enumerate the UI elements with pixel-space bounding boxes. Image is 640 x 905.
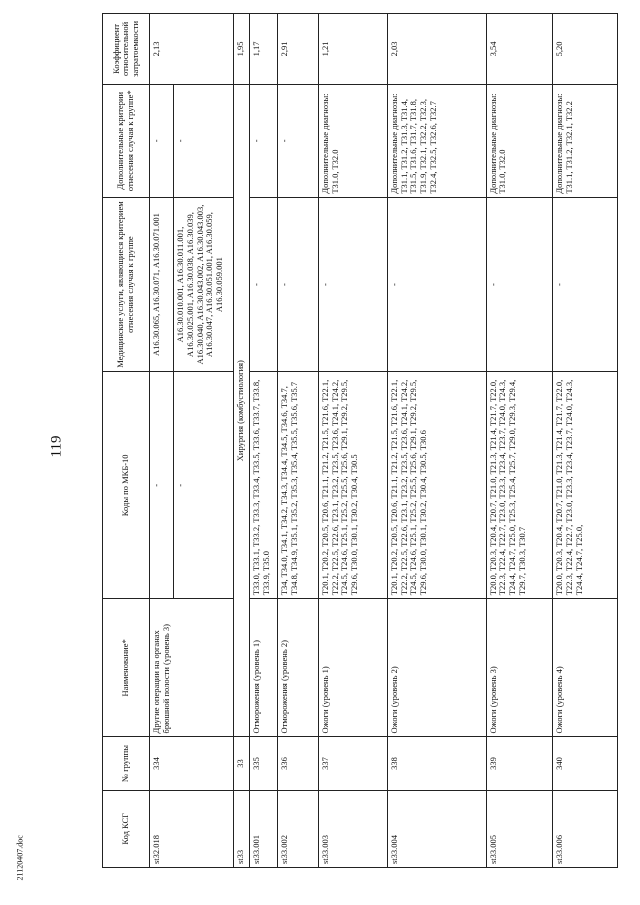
cell-icd: T20.0, T20.3, T20.4, T20.7, T21.0, T21.3, T21.4, T21.7, T22.0, T22.3, T22.4, T22.7, T23.0, T23.3, T23.4, T23.7, T24.0, T24.3, T24.4, T24.7, T25.0, T25.3, T25.4, T25.7, T29.0, T29.3, T29.4, T29.7, T30.3, T30.7 [486,372,553,599]
cell-services: - [318,197,387,372]
cell-icd: - [150,372,174,599]
section-row [234,14,250,868]
table-row [553,14,618,868]
cell-icd: T20.1, T20.2, T20.5, T20.6, T21.1, T21.2, T21.5, T21.6, T22.1, T22.2, T22.5, T22.6, T23.1, T23.2, T23.5, T23.6, T24.1, T24.2, T24.5, T24.6, T25.1, T25.2, T25.5, T25.6, T29.1, T29.2, T29.5, T29.6, T30.0, T30.1, T30.2, T30.4, T30.5, T30.6 [387,372,486,599]
table-row [250,14,278,868]
cell-services: - [278,197,319,372]
cell-name: Ожоги (уровень 2) [387,599,486,737]
cell-extra: Дополнительные диагнозы: T31.1, T31.2, T31.3, T31.4, T31.5, T31.6, T31.7, T31.8, T31.9, T32.1, T32.2, T32.3, T32.4, T32.5, T32.6, T32.7 [387,84,486,197]
cell-group: 338 [387,737,486,790]
cell-code: st33.006 [553,790,618,867]
table-row [387,14,486,868]
cell-coef: 1,17 [250,14,278,85]
cell-services: A16.30.010.001, A16.30.011.001, A16.30.025.001, A16.30.038, A16.30.039, A16.30.040, A16.30.043.002, A16.30.043.003, A16.30.047, A16.30.051.001, A16.30.059, A16.30.059.001 [173,197,233,372]
cell-extra: Дополнительные диагнозы: T31.0, T32.0 [486,84,553,197]
cell-icd: T20.0, T20.3, T20.4, T20.7, T21.0, T21.3, T21.4, T21.7, T22.0, T22.3, T22.4, T22.7, T23.0, T23.3, T23.4, T23.7, T24.0, T24.3, T24.4, T24.7, T25.0, [553,372,618,599]
cell-coef: 2,13 [150,14,234,85]
cell-coef: 5,20 [553,14,618,85]
cell-group: 33 [234,737,250,790]
ksg-table [102,13,618,868]
table-header-row [103,14,150,868]
cell-name: Ожоги (уровень 1) [318,599,387,737]
cell-group: 339 [486,737,553,790]
col-header-coef: Коэффициент относительной затратоемкости [103,14,150,85]
cell-services: - [486,197,553,372]
cell-coef: 1,21 [318,14,387,85]
cell-name: Ожоги (уровень 3) [486,599,553,737]
cell-services: A16.30.065, A16.30.071, A16.30.071.001 [150,197,174,372]
section-title: Хирургия (комбустиология) [234,84,250,737]
cell-extra: Дополнительные диагнозы: T31.0, T32.0 [318,84,387,197]
table-row [278,14,319,868]
cell-code: st33 [234,790,250,867]
cell-coef: 2,91 [278,14,319,85]
cell-services: - [553,197,618,372]
cell-icd: T33.0, T33.1, T33.2, T33.3, T33.4, T33.5, T33.6, T33.7, T33.8, T33.9, T35.0 [250,372,278,599]
table-row [486,14,553,868]
cell-name: Отморожения (уровень 2) [278,599,319,737]
cell-coef: 1,95 [234,14,250,85]
cell-group: 340 [553,737,618,790]
col-header-group: № группы [103,737,150,790]
cell-extra: Дополнительные диагнозы: T31.1, T31.2, T32.1, T32.2 [553,84,618,197]
cell-coef: 3,54 [486,14,553,85]
cell-group: 336 [278,737,319,790]
col-header-code: Код КСГ [103,790,150,867]
cell-icd: T20.1, T20.2, T20.5, T20.6, T21.1, T21.2, T21.5, T21.6, T22.1, T22.2, T22.5, T22.6, T23.1, T23.2, T23.5, T23.6, T24.1, T24.2, T24.5, T24.6, T25.1, T25.2, T25.5, T25.6, T29.1, T29.2, T29.5, T29.6, T30.0, T30.1, T30.2, T30.4, T30.5 [318,372,387,599]
cell-name: Ожоги (уровень 4) [553,599,618,737]
col-header-icd: Коды по МКБ-10 [103,372,150,599]
rotated-table-container [102,13,618,868]
table-row [150,14,174,868]
cell-extra: - [150,84,174,197]
table-row [318,14,387,868]
cell-extra: - [278,84,319,197]
cell-group: 337 [318,737,387,790]
cell-code: st33.004 [387,790,486,867]
cell-code: st32.018 [150,790,234,867]
cell-name: Другие операции на органах брюшной полости (уровень 3) [150,599,234,737]
cell-group: 334 [150,737,234,790]
cell-coef: 2,03 [387,14,486,85]
cell-icd: T34, T34.0, T34.1, T34.2, T34.3, T34.4, T34.5, T34.6, T34.7, T34.8, T34.9, T35.1, T35.2, T35.3, T35.4, T35.5, T35.6, T35.7 [278,372,319,599]
col-header-extra: Дополнительные критерии отнесения случая к группе* [103,84,150,197]
cell-code: st33.001 [250,790,278,867]
cell-icd: - [173,372,233,599]
cell-extra: - [250,84,278,197]
document-id: 21120407.doc [15,835,25,881]
cell-code: st33.005 [486,790,553,867]
cell-services: - [250,197,278,372]
col-header-services: Медицинские услуги, являющиеся критерием отнесения случая к группе [103,197,150,372]
page-number: 119 [48,435,65,458]
cell-code: st33.002 [278,790,319,867]
cell-code: st33.003 [318,790,387,867]
cell-extra: - [173,84,233,197]
col-header-name: Наименование* [103,599,150,737]
cell-name: Отморожения (уровень 1) [250,599,278,737]
cell-services: - [387,197,486,372]
cell-group: 335 [250,737,278,790]
